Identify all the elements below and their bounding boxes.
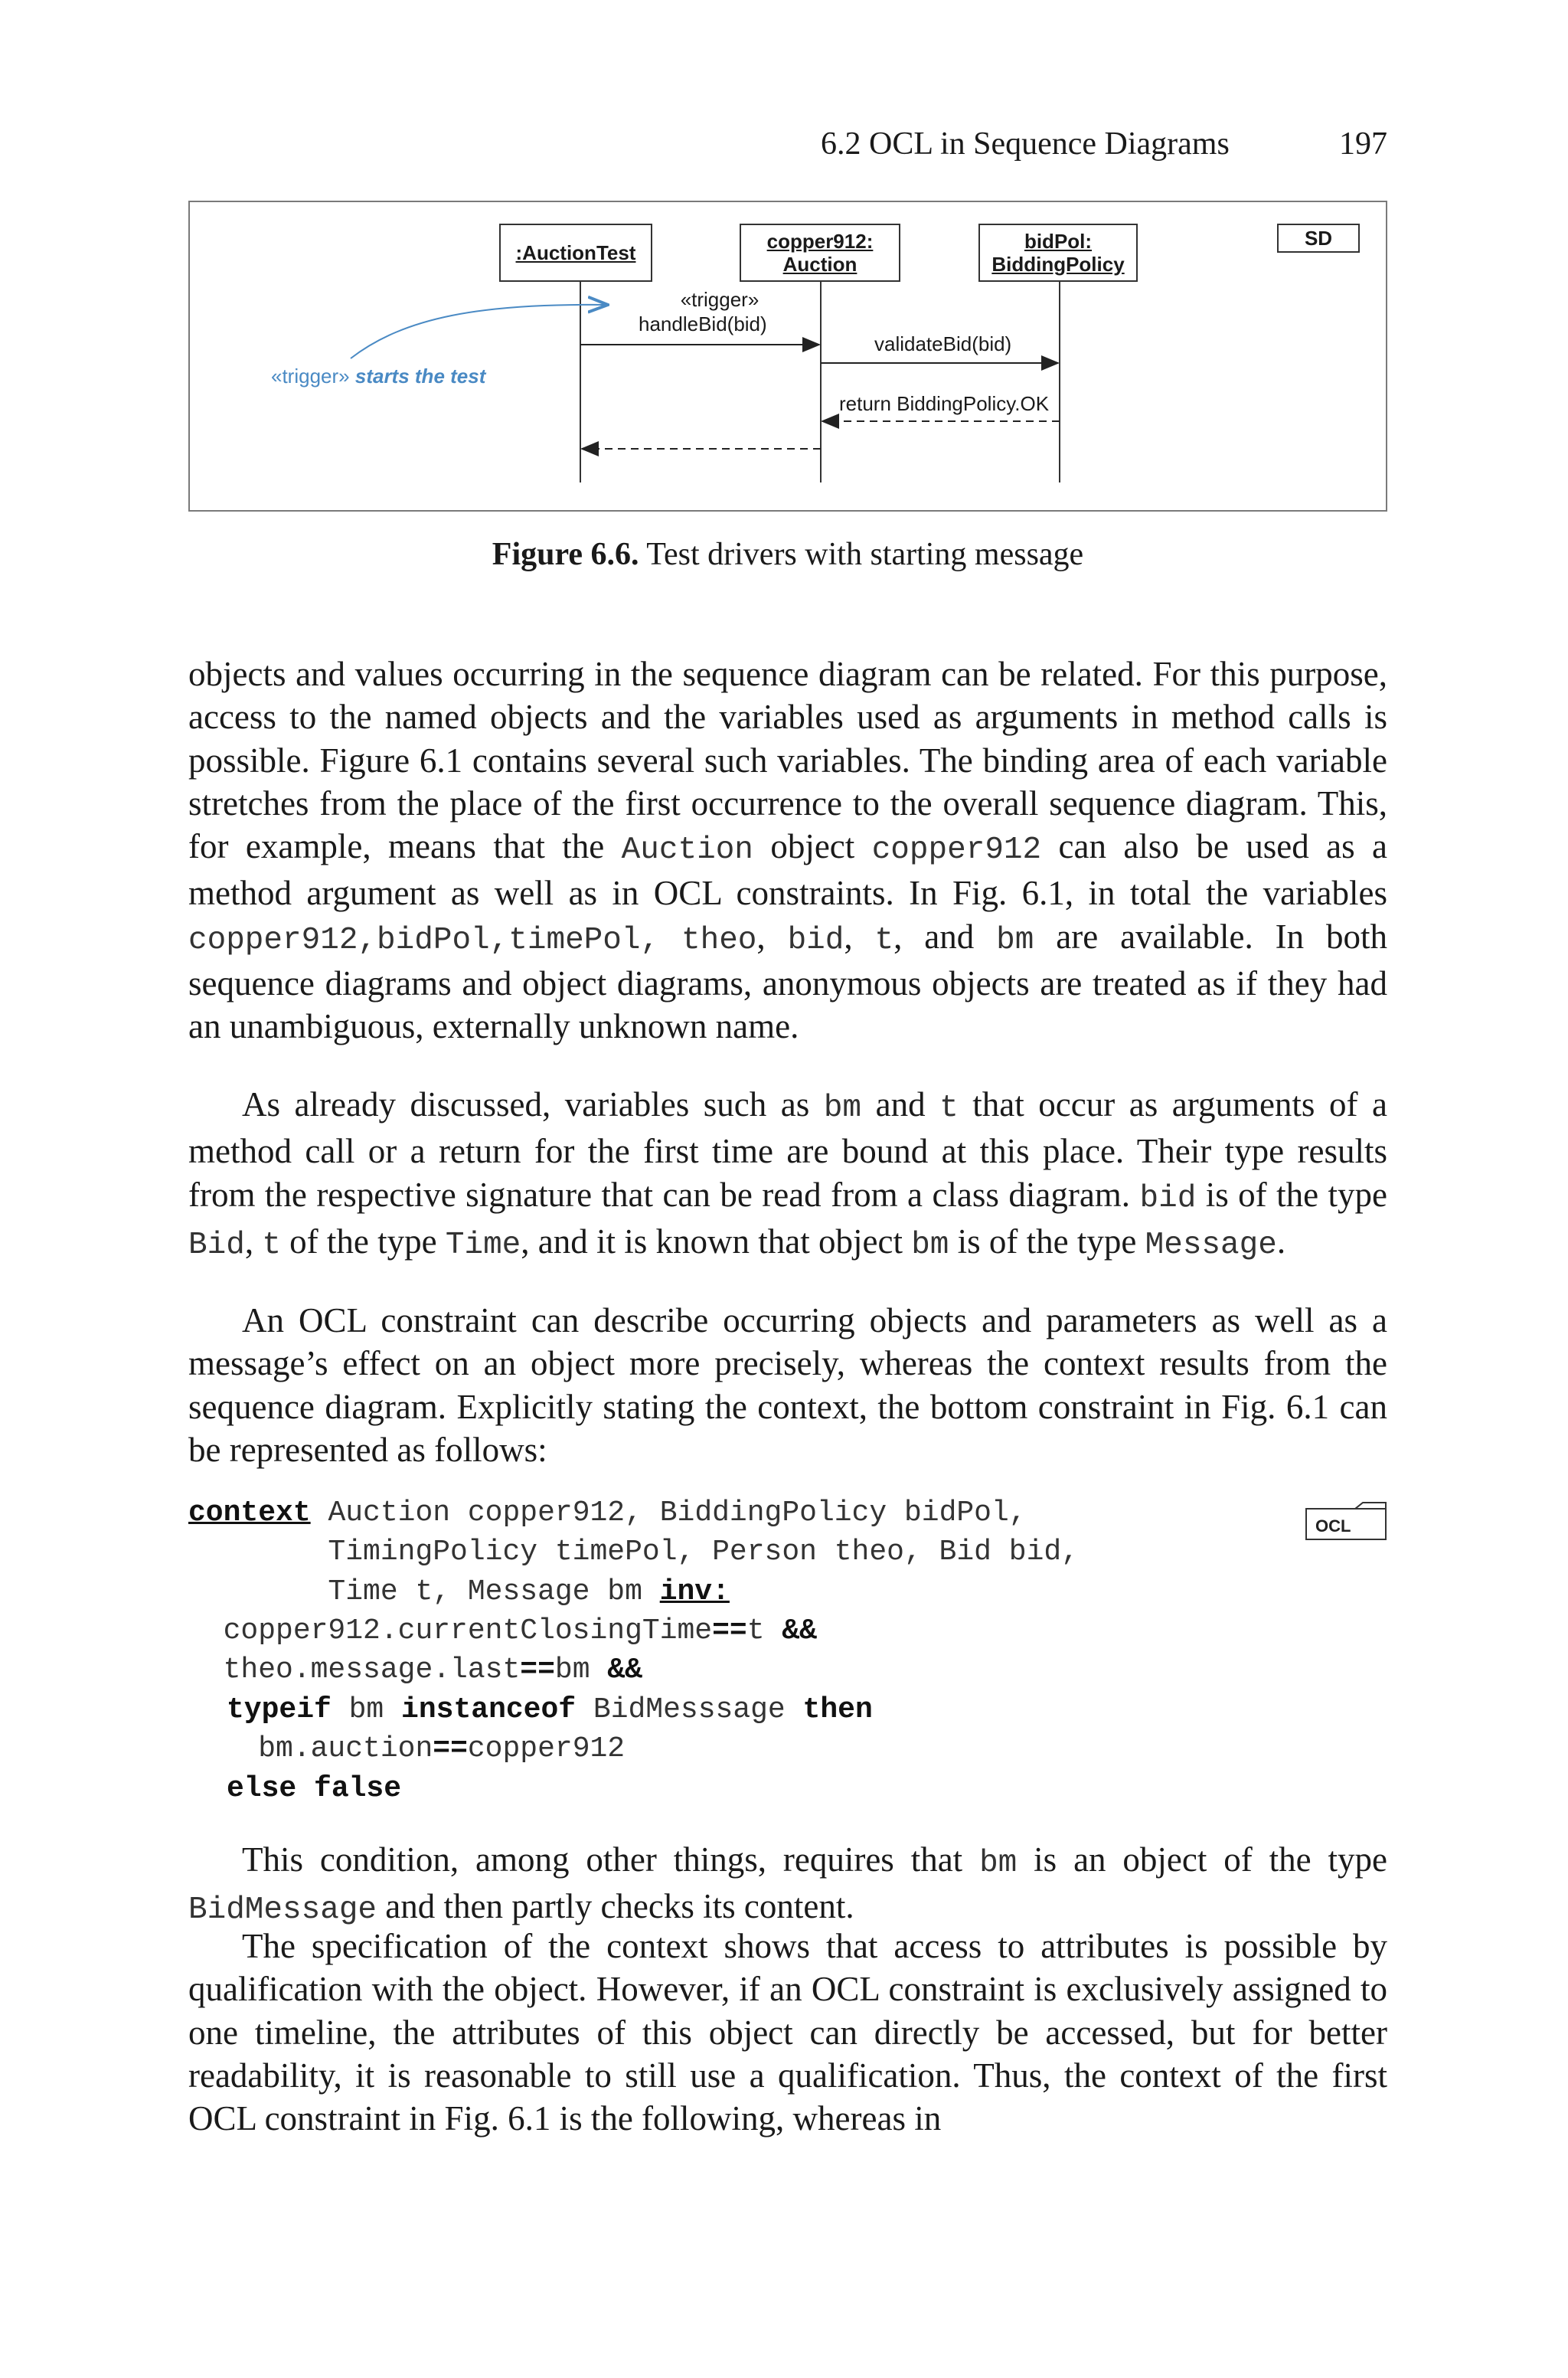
keyword: context	[188, 1496, 311, 1529]
code-line	[227, 1690, 873, 1729]
text-run: can also be used as a method argument as well as in OCL constraints. In Fig. 6.1, in total the variables	[188, 827, 1388, 913]
code-term: Auction	[621, 832, 753, 868]
text-run: object	[753, 827, 872, 866]
page-number: 197	[1339, 126, 1387, 162]
return-label: return BiddingPolicy.OK	[839, 392, 1050, 415]
code-term: copper912,bidPol,timePol,	[188, 922, 660, 958]
lifeline-type: BiddingPolicy	[991, 253, 1125, 276]
trigger-stereotype-label: «trigger»	[680, 288, 760, 311]
code-line	[188, 1611, 817, 1650]
code-term: BidMessage	[188, 1892, 377, 1928]
note-connector	[351, 305, 608, 358]
code-text: bm.auction	[188, 1732, 433, 1765]
operator: &&	[607, 1653, 642, 1686]
lifeline-head-auctiontest	[499, 224, 652, 282]
code-line: TimingPolicy timePol, Person theo, Bid bid,	[188, 1536, 1079, 1568]
paragraph-2	[188, 1083, 1387, 1267]
code-text: copper912.currentClosingTime	[188, 1614, 713, 1647]
text-run: As already discussed, variables such as	[242, 1085, 824, 1124]
text-run: of the type	[280, 1222, 446, 1261]
lifeline-head-copper912	[740, 224, 900, 282]
validatebid-label: validateBid(bid)	[874, 332, 1012, 355]
ocl-code-block	[188, 1493, 1387, 1815]
text-run: objects and values occurring in the sequence diagram can be related. For this purpose, access to the named objects and the variables used as arguments in method calls is possible. Figure 6.1 contains several such variables. The binding area of each variable stretches from the place of the first occurrence to the overall sequence diagram. This, for example, means that the	[188, 655, 1387, 866]
text-run	[659, 918, 681, 956]
code-term: t	[874, 922, 894, 958]
operator: ==	[520, 1653, 555, 1686]
text-run: , and	[893, 917, 997, 956]
code-line	[227, 1769, 401, 1808]
sd-tag: SD	[1277, 224, 1360, 253]
code-term: bm	[979, 1846, 1018, 1881]
text-run: and then partly checks its content.	[377, 1887, 854, 1926]
code-term: t	[939, 1091, 959, 1126]
text-run: and	[861, 1085, 940, 1124]
code-line	[188, 1729, 625, 1768]
code-term: Bid	[188, 1227, 245, 1263]
note-stereotype: «trigger»	[271, 365, 350, 388]
operator: ==	[433, 1732, 468, 1765]
code-term: bm	[996, 922, 1034, 958]
text-run: is of the type	[1196, 1175, 1387, 1214]
section-title: 6.2 OCL in Sequence Diagrams	[821, 126, 1230, 162]
ocl-tag-icon	[1305, 1501, 1387, 1541]
text-run: .	[1276, 1222, 1286, 1261]
text-run: ,	[844, 917, 875, 956]
keyword: then	[802, 1693, 873, 1726]
code-term: theo	[681, 922, 757, 958]
code-text: BidMesssage	[576, 1693, 803, 1726]
code-text: bm	[554, 1653, 608, 1686]
keyword: typeif	[227, 1693, 332, 1726]
operator: ==	[712, 1614, 747, 1647]
lifeline-name: :AuctionTest	[515, 241, 636, 264]
paragraph-3: An OCL constraint can describe occurring objects and parameters as well as a message’s effect on an object more precisely, whereas the context results from the sequence diagram. Explicitly stating the context, the bottom constraint in Fig. 6.1 can be represented as follows:	[188, 1301, 1387, 1469]
keyword: inv:	[659, 1575, 730, 1608]
code-term: copper912	[871, 832, 1042, 868]
code-term: bid	[787, 922, 844, 958]
figure-caption	[188, 536, 1387, 573]
running-head	[821, 126, 1387, 168]
code-line	[188, 1493, 1027, 1532]
text-run: , and it is known that object	[521, 1222, 912, 1261]
handlebid-label: handleBid(bid)	[639, 312, 767, 335]
lifeline-name: copper912:	[766, 230, 874, 253]
lifeline-head-bidpol	[978, 224, 1138, 282]
ocl-tag-label: OCL	[1315, 1516, 1351, 1536]
sequence-diagram-figure	[188, 201, 1387, 512]
text-run: This condition, among other things, requires that	[242, 1840, 980, 1879]
note-text: starts the test	[354, 365, 486, 388]
trigger-note	[271, 365, 485, 388]
text-run: are available. In both sequence diagrams and object diagrams, anonymous objects are treated as if they had an unambiguous, externally unknown name.	[188, 917, 1387, 1046]
lifeline-type: Auction	[782, 253, 858, 276]
code-text: Time t, Message bm	[188, 1575, 660, 1608]
lifeline-name: bidPol:	[1024, 230, 1093, 253]
code-text: t	[746, 1614, 782, 1647]
code-term: bm	[911, 1227, 949, 1263]
code-line	[188, 1650, 642, 1689]
paragraph-5: The specification of the context shows that access to attributes is possible by qualification with the object. However, if an OCL constraint is exclusively assigned to one timeline, the attributes of this object can directly be accessed, but for better readability, it is reasonable to still use a qualification. Thus, the context of the first OCL constraint in Fig. 6.1 is the following, whereas in	[188, 1927, 1387, 2138]
code-text: bm	[331, 1693, 402, 1726]
keyword: else false	[227, 1772, 402, 1805]
operator: &&	[782, 1614, 817, 1647]
code-term: Time	[445, 1227, 521, 1263]
text-run: ,	[756, 917, 788, 956]
code-term: t	[262, 1227, 281, 1263]
caption-label: Figure 6.6.	[492, 537, 639, 572]
code-line	[188, 1572, 730, 1611]
text-run: ,	[244, 1222, 263, 1261]
text-run: is of the type	[949, 1222, 1145, 1261]
text-run: is an object of the type	[1017, 1840, 1387, 1879]
text-run: that occur as arguments of a method call or a return for the first time are bound at this place. Their type results from the respective signature that can be read from a class diagram.	[188, 1085, 1387, 1214]
code-term: bid	[1139, 1180, 1197, 1216]
paragraph-4	[188, 1838, 1387, 1932]
code-term: bm	[823, 1091, 862, 1126]
caption-text: Test drivers with starting message	[646, 537, 1084, 572]
code-text: Auction copper912, BiddingPolicy bidPol,	[310, 1496, 1027, 1529]
paragraph-1	[188, 653, 1387, 1048]
code-term: Message	[1145, 1227, 1277, 1263]
code-text: copper912	[467, 1732, 626, 1765]
keyword: instanceof	[401, 1693, 577, 1726]
code-text: theo.message.last	[188, 1653, 521, 1686]
